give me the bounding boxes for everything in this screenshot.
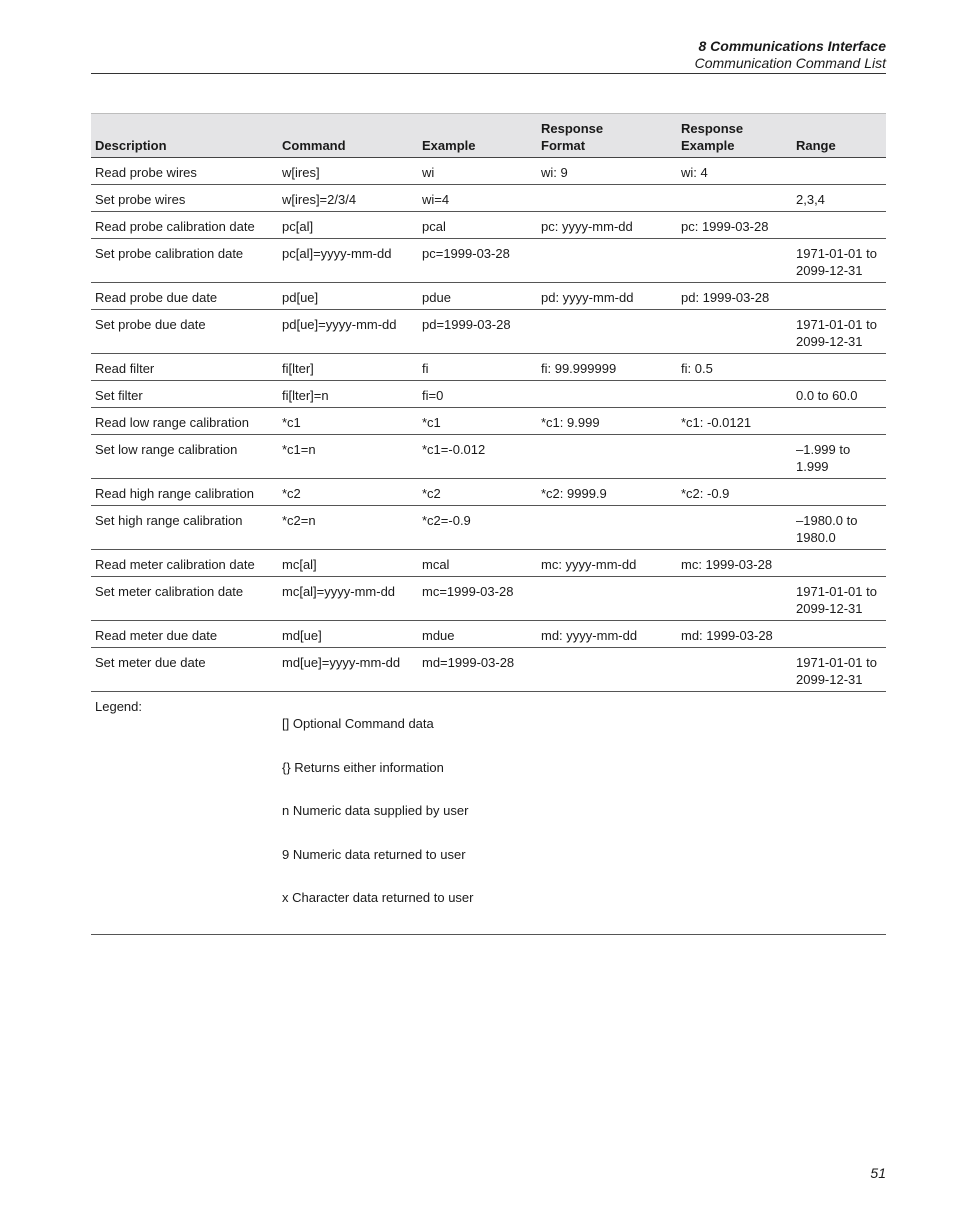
cell-range: 1971-01-01 to 2099-12-31: [792, 577, 886, 621]
cell-range: –1.999 to 1.999: [792, 435, 886, 479]
cell-response-example: [677, 648, 792, 692]
cell-example: mc=1999-03-28: [418, 577, 537, 621]
legend-item: 9 Numeric data returned to user: [282, 846, 466, 862]
cell-response-example: [677, 310, 792, 354]
cell-description: Set probe due date: [91, 310, 278, 354]
table-row: [91, 381, 886, 408]
cell-command: *c1: [278, 408, 418, 435]
cell-command: w[ires]: [278, 158, 418, 185]
chapter-title: 8 Communications Interface: [698, 38, 886, 54]
cell-example: wi=4: [418, 185, 537, 212]
cell-response-format: mc: yyyy-mm-dd: [537, 550, 677, 577]
table-row: [91, 354, 886, 381]
cell-command: *c1=n: [278, 435, 418, 479]
cell-response-format: [537, 381, 677, 408]
table-row: [91, 212, 886, 239]
cell-description: Set probe wires: [91, 185, 278, 212]
legend-item: {} Returns either information: [282, 759, 444, 775]
table-row: [91, 577, 886, 621]
cell-response-format: [537, 435, 677, 479]
cell-description: Set meter calibration date: [91, 577, 278, 621]
cell-range: 1971-01-01 to 2099-12-31: [792, 648, 886, 692]
legend-item: x Character data returned to user: [282, 890, 474, 905]
cell-example: pd=1999-03-28: [418, 310, 537, 354]
command-table: [91, 113, 886, 935]
table-row: [91, 158, 886, 185]
table-header: [91, 114, 886, 158]
cell-response-example: fi: 0.5: [677, 354, 792, 381]
cell-command: pd[ue]: [278, 283, 418, 310]
cell-response-format: fi: 99.999999: [537, 354, 677, 381]
cell-description: Set probe calibration date: [91, 239, 278, 283]
cell-response-example: md: 1999-03-28: [677, 621, 792, 648]
cell-range: [792, 283, 886, 310]
column-header-description: Description: [91, 114, 278, 158]
legend-items: [278, 692, 886, 935]
legend-label: Legend:: [91, 692, 278, 935]
page-header: [91, 38, 886, 72]
cell-response-example: mc: 1999-03-28: [677, 550, 792, 577]
column-header-response-format: [537, 114, 677, 158]
cell-response-example: [677, 435, 792, 479]
cell-response-format: [537, 506, 677, 550]
cell-example: fi: [418, 354, 537, 381]
page-number: 51: [870, 1165, 886, 1181]
cell-example: mcal: [418, 550, 537, 577]
cell-range: [792, 621, 886, 648]
cell-range: [792, 212, 886, 239]
column-header-command: Command: [278, 114, 418, 158]
cell-description: Set high range calibration: [91, 506, 278, 550]
table-row: [91, 479, 886, 506]
cell-example: md=1999-03-28: [418, 648, 537, 692]
cell-command: pc[al]=yyyy-mm-dd: [278, 239, 418, 283]
cell-description: Read low range calibration: [91, 408, 278, 435]
column-header-response-example-text: Response Example: [681, 121, 744, 153]
cell-range: [792, 354, 886, 381]
cell-command: *c2=n: [278, 506, 418, 550]
cell-example: fi=0: [418, 381, 537, 408]
cell-example: *c1: [418, 408, 537, 435]
cell-response-example: pd: 1999-03-28: [677, 283, 792, 310]
cell-response-format: [537, 239, 677, 283]
cell-range: [792, 158, 886, 185]
cell-command: fi[lter]: [278, 354, 418, 381]
cell-description: Set meter due date: [91, 648, 278, 692]
cell-response-format: md: yyyy-mm-dd: [537, 621, 677, 648]
cell-range: 1971-01-01 to 2099-12-31: [792, 239, 886, 283]
column-header-response-format-text: Response Format: [541, 121, 604, 153]
header-rule: [91, 73, 886, 74]
cell-command: mc[al]=yyyy-mm-dd: [278, 577, 418, 621]
cell-command: w[ires]=2/3/4: [278, 185, 418, 212]
cell-example: mdue: [418, 621, 537, 648]
legend-row: [91, 692, 886, 935]
cell-response-format: pd: yyyy-mm-dd: [537, 283, 677, 310]
cell-example: *c2=-0.9: [418, 506, 537, 550]
cell-response-example: [677, 381, 792, 408]
cell-command: fi[lter]=n: [278, 381, 418, 408]
cell-example: pdue: [418, 283, 537, 310]
cell-command: pd[ue]=yyyy-mm-dd: [278, 310, 418, 354]
cell-response-format: pc: yyyy-mm-dd: [537, 212, 677, 239]
cell-response-example: [677, 577, 792, 621]
legend-item: [] Optional Command data: [282, 716, 434, 731]
column-header-response-example: [677, 114, 792, 158]
cell-range: 0.0 to 60.0: [792, 381, 886, 408]
cell-command: md[ue]=yyyy-mm-dd: [278, 648, 418, 692]
cell-response-example: *c2: -0.9: [677, 479, 792, 506]
cell-command: *c2: [278, 479, 418, 506]
header-row: [91, 114, 886, 158]
cell-description: Read meter due date: [91, 621, 278, 648]
cell-range: [792, 550, 886, 577]
table-row: [91, 648, 886, 692]
table-row: [91, 310, 886, 354]
cell-response-format: wi: 9: [537, 158, 677, 185]
table-row: [91, 550, 886, 577]
cell-response-format: *c2: 9999.9: [537, 479, 677, 506]
cell-description: Set filter: [91, 381, 278, 408]
cell-response-format: [537, 310, 677, 354]
table-row: [91, 239, 886, 283]
cell-response-format: *c1: 9.999: [537, 408, 677, 435]
cell-response-format: [537, 648, 677, 692]
cell-range: 1971-01-01 to 2099-12-31: [792, 310, 886, 354]
cell-example: wi: [418, 158, 537, 185]
cell-response-example: [677, 185, 792, 212]
cell-response-format: [537, 185, 677, 212]
cell-description: Read probe due date: [91, 283, 278, 310]
table-body: [91, 158, 886, 935]
cell-example: *c2: [418, 479, 537, 506]
legend-item: n Numeric data supplied by user: [282, 803, 469, 818]
column-header-range: Range: [792, 114, 886, 158]
cell-command: md[ue]: [278, 621, 418, 648]
table-row: [91, 185, 886, 212]
column-header-example: Example: [418, 114, 537, 158]
table-row: [91, 435, 886, 479]
cell-example: pc=1999-03-28: [418, 239, 537, 283]
table-row: [91, 408, 886, 435]
section-title: Communication Command List: [694, 55, 886, 71]
cell-response-format: [537, 577, 677, 621]
cell-response-example: *c1: -0.0121: [677, 408, 792, 435]
cell-description: Read meter calibration date: [91, 550, 278, 577]
cell-example: *c1=-0.012: [418, 435, 537, 479]
table-row: [91, 283, 886, 310]
cell-example: pcal: [418, 212, 537, 239]
cell-description: Read probe calibration date: [91, 212, 278, 239]
cell-description: Set low range calibration: [91, 435, 278, 479]
cell-response-example: [677, 239, 792, 283]
cell-range: [792, 479, 886, 506]
cell-description: Read probe wires: [91, 158, 278, 185]
cell-range: 2,3,4: [792, 185, 886, 212]
cell-description: Read high range calibration: [91, 479, 278, 506]
cell-range: –1980.0 to 1980.0: [792, 506, 886, 550]
cell-description: Read filter: [91, 354, 278, 381]
cell-range: [792, 408, 886, 435]
cell-response-example: wi: 4: [677, 158, 792, 185]
cell-response-example: pc: 1999-03-28: [677, 212, 792, 239]
table-row: [91, 621, 886, 648]
cell-command: mc[al]: [278, 550, 418, 577]
table-row: [91, 506, 886, 550]
cell-command: pc[al]: [278, 212, 418, 239]
cell-response-example: [677, 506, 792, 550]
